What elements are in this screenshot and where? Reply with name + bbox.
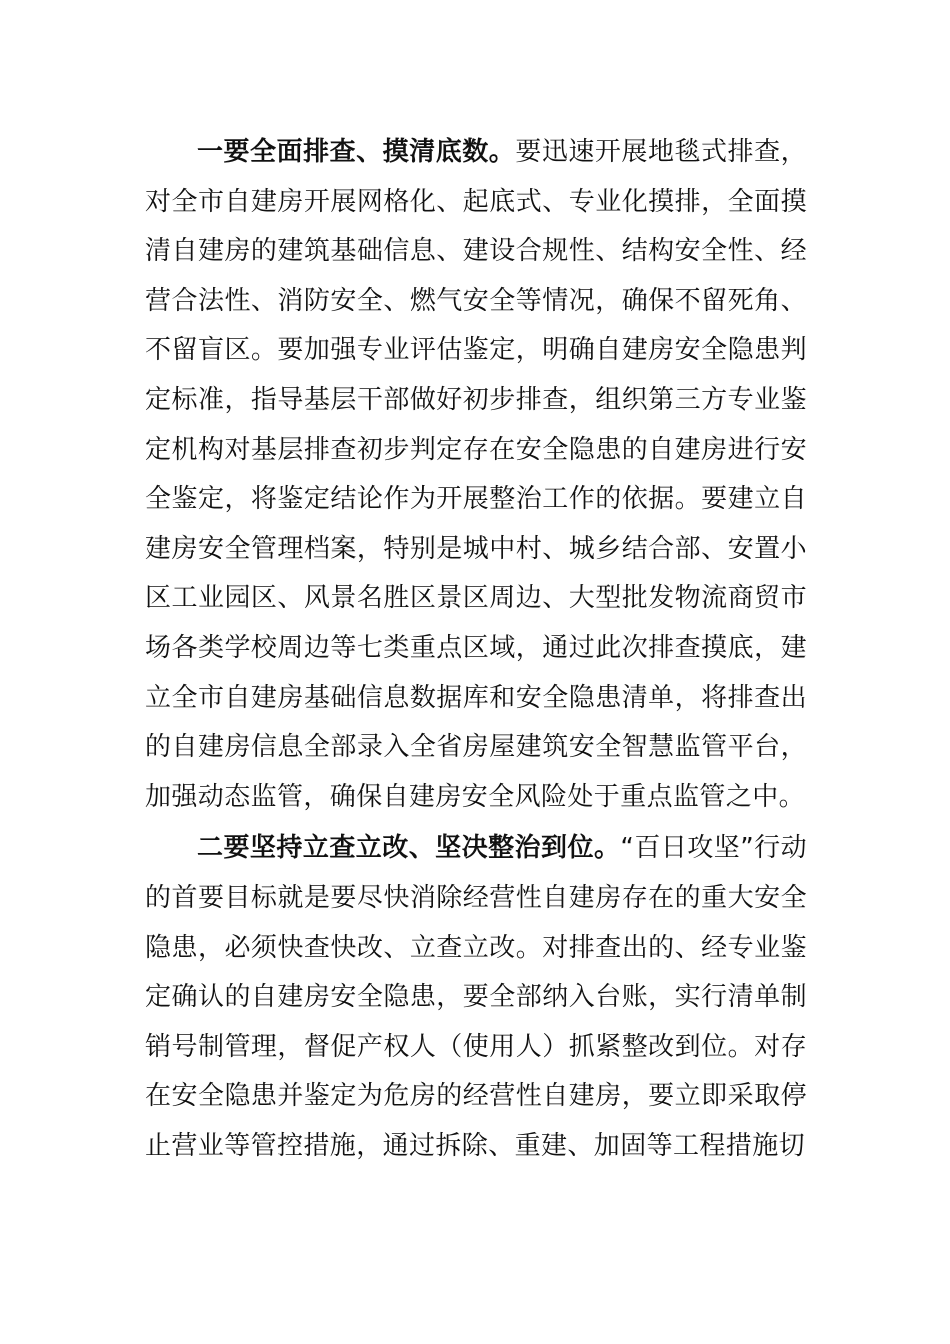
paragraph-1-body: 要迅速开展地毯式排查，对全市自建房开展网格化、起底式、专业化摸排，全面摸清自建房的建筑基础信息、建设合规性、结构安全性、经营合法性、消防安全、燃气安全等情况，确保不留死角、不留盲区。要加强专业评估鉴定，明确自建房安全隐患判定标准，指导基层干部做好初步排查，组织第三方专业鉴定机构对基层排查初步判定存在安全隐患的自建房进行安全鉴定，将鉴定结论作为开展整治工作的依据。要建立自建房安全管理档案，特别是城中村、城乡结合部、安置小区工业园区、风景名胜区景区周边、大型批发物流商贸市场各类学校周边等七类重点区域，通过此次排查摸底，建立全市自建房基础信息数据库和安全隐患清单，将排查出的自建房信息全部录入全省房屋建筑安全智慧监管平台，加强动态监管，确保自建房安全风险处于重点监管之中。: [145, 137, 807, 812]
paragraph-1: [145, 128, 807, 822]
document-page: [145, 128, 807, 1171]
paragraph-2-heading: 二要坚持立查立改、坚决整治到位。: [197, 833, 621, 864]
paragraph-1-heading: 一要全面排查、摸清底数。: [197, 137, 516, 167]
paragraph-2-body: “百日攻坚”行动的首要目标就是要尽快消除经营性自建房存在的重大安全隐患，必须快查快改、立查立改。对排查出的、经专业鉴定确认的自建房安全隐患，要全部纳入台账，实行清单制销号制管理，督促产权人（使用人）抓紧整改到位。对存在安全隐患并鉴定为危房的经营性自建房，要立即采取停止营业等管控措施，通过拆除、重建、加固等工程措施切: [145, 833, 808, 1161]
paragraph-2: [145, 824, 807, 1171]
